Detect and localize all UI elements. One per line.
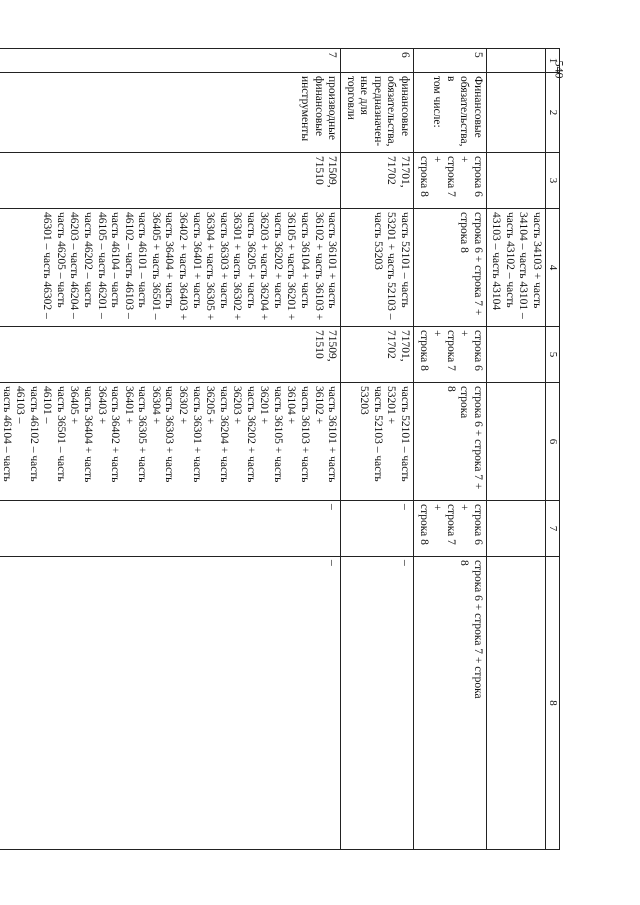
column-header: 7 xyxy=(546,501,560,557)
column-header: 1 xyxy=(546,49,560,73)
table-cell: 71701, 71702 xyxy=(341,327,414,383)
table-cell: строка 6 + строка 7 + строка 8 xyxy=(413,209,486,327)
table-cell: строка 6 + строка 7 + строка 8 xyxy=(413,383,486,501)
table-row xyxy=(413,49,486,850)
column-header: 2 xyxy=(546,73,560,153)
table-cell: 71509, 71510 xyxy=(0,327,341,383)
table-cell: часть 52101 – часть 53201 + часть 52103 – часть 53203 xyxy=(341,209,414,327)
table-cell: 71509, 71510 xyxy=(0,153,341,209)
column-header: 5 xyxy=(546,327,560,383)
column-header: 3 xyxy=(546,153,560,209)
table-cell: часть 34103 + часть 34104 – часть 43101 – часть 43102 – часть 43103 – часть 43104 xyxy=(486,209,545,327)
table-cell: – xyxy=(0,501,341,557)
table-cell xyxy=(486,153,545,209)
page-number: 540 xyxy=(552,60,567,79)
table-cell xyxy=(486,383,545,501)
table-cell: часть 36101 + часть 36102 + часть 36103 + часть 36104 + часть 36105 + часть 36201 + часть 36202 + часть 36203 + часть 36204 + часть 36205 + часть 36301 + часть 36302 + часть 36303 + часть 36304 + часть 36305 + часть 36401 + часть 36402 + часть 36403 + часть 36404 + часть 36405 + часть 36501 – часть 46101 – часть 46102 – часть 46103 – часть 46104 – часть xyxy=(0,383,341,501)
table-cell: 6 xyxy=(341,49,414,73)
column-header: 4 xyxy=(546,209,560,327)
table-cell xyxy=(486,557,545,850)
table-cell: производные финансовые инструменты xyxy=(0,73,341,153)
table-row xyxy=(486,49,545,850)
table-cell xyxy=(486,327,545,383)
table-cell: 7 xyxy=(0,49,341,73)
table-cell: строка 6 + строка 7 + строка 8 xyxy=(413,153,486,209)
column-header: 8 xyxy=(546,557,560,850)
rotated-table xyxy=(0,48,560,850)
data-table xyxy=(0,48,560,850)
table-cell: строка 6 + строка 7 + строка 8 xyxy=(413,501,486,557)
table-cell: – xyxy=(341,501,414,557)
table-cell xyxy=(486,501,545,557)
table-cell: – xyxy=(0,557,341,850)
table-cell: часть 52101 – часть 53201 + часть 52103 – часть 53203 xyxy=(341,383,414,501)
table-cell: часть 36101 + часть 36102 + часть 36103 + часть 36104 + часть 36105 + часть 36201 + часть 36202 + часть 36203 + часть 36204 + часть 36205 + часть 36301 + часть 36302 + часть 36303 + часть 36304 + часть 36305 + часть 36401 + часть 36402 + часть 36403 + часть 36404 + часть 36405 + часть 36501 – часть 46101 – часть 46102 – часть 46103 – часть 46104 – часть 46105 – часть 46201 – часть 46202 – часть 46203 – часть 46204 – часть 46205 – часть 46301 – часть 46302 – xyxy=(0,209,341,327)
header-row xyxy=(546,49,560,850)
table-cell xyxy=(486,73,545,153)
table-cell: 5 xyxy=(413,49,486,73)
table-cell: строка 6 + строка 7 + строка 8 xyxy=(413,327,486,383)
table-row xyxy=(0,49,341,850)
table-cell: финансовые обязательства, предназначен- ные для торговли xyxy=(341,73,414,153)
table-cell: – xyxy=(341,557,414,850)
table-cell: 71701, 71702 xyxy=(341,153,414,209)
table-row xyxy=(341,49,414,850)
table-cell xyxy=(486,49,545,73)
column-header: 6 xyxy=(546,383,560,501)
table-cell: Финансовые обязательства, в том числе: xyxy=(413,73,486,153)
table-cell: строка 6 + строка 7 + строка 8 xyxy=(413,557,486,850)
